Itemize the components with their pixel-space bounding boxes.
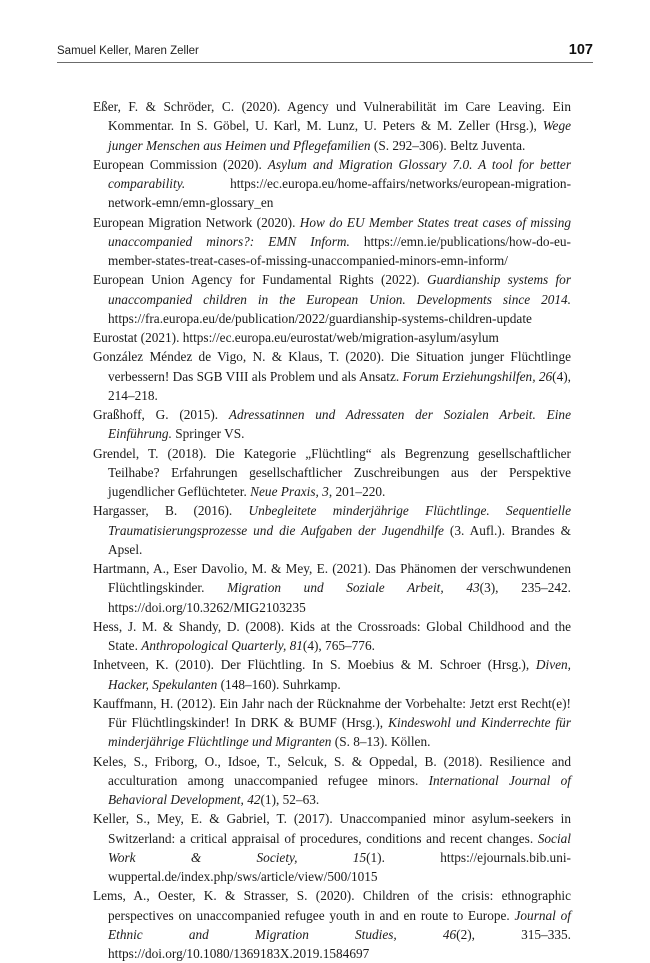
reference-title-italic: Kindeswohl und Kinderrechte für minderjährige Flüchtlinge und Migranten	[108, 715, 571, 750]
reference-entry	[93, 97, 571, 155]
reference-text: (148–160). Suhrkamp.	[217, 676, 341, 692]
reference-text: Inhetveen, K. (2010). Der Flüchtling. In S. Moebius & M. Schroer (Hrsg.),	[93, 657, 536, 673]
reference-text: Hess, J. M. & Shandy, D. (2008). Kids at the Crossroads: Global Childhood and the State.	[93, 618, 571, 653]
reference-title-italic: Wege junger Menschen aus Heimen und Pflegefamilien	[108, 118, 571, 153]
reference-entry	[93, 270, 571, 328]
reference-text: Graßhoff, G. (2015).	[93, 407, 229, 422]
reference-title-italic: Forum Erziehungshilfen, 26	[402, 368, 553, 384]
reference-text: (1), 52–63.	[260, 792, 320, 807]
reference-title-italic: Neue Praxis, 3	[250, 484, 329, 499]
reference-entry	[93, 809, 571, 886]
reference-text: (S. 8–13). Köllen.	[331, 734, 431, 750]
reference-text: (3), 235–242. https://doi.org/10.3262/MIG2103235	[108, 580, 571, 615]
reference-text: Eurostat (2021). https://ec.europa.eu/eurostat/web/migration-asylum/asylum	[93, 330, 499, 345]
reference-text: , 201–220.	[328, 484, 386, 499]
reference-entry	[93, 559, 571, 617]
reference-text: (3. Aufl.). Brandes & Apsel.	[108, 522, 572, 557]
reference-entry	[93, 655, 571, 694]
reference-text: Kauffmann, H. (2012). Ein Jahr nach der Rücknahme der Vorbehalte: Jetzt erst Recht(e)! Für Flüchtlingskinder! In DRK & BUMF (Hrsg.),	[93, 695, 571, 730]
reference-title-italic: Asylum and Migration Glossary 7.0. A tool for better comparability.	[108, 156, 572, 191]
reference-text: (S. 292–306). Beltz Juventa.	[370, 137, 526, 153]
reference-entry	[93, 328, 571, 347]
reference-text: (4), 214–218.	[108, 368, 571, 403]
reference-text: https://ec.europa.eu/home-affairs/networks/european-migration-network-emn/emn-glossary_en	[108, 176, 571, 211]
reference-text: Keles, S., Friborg, O., Idsoe, T., Selcuk, S. & Oppedal, B. (2018). Resilience and acculturation among unaccompanied refugee minors.	[93, 753, 571, 788]
reference-entry	[93, 405, 571, 444]
reference-text: Grendel, T. (2018). Die Kategorie „Flüchtling“ als Begrenzung gesellschaftlicher Teilhabe? Erfahrungen gesellschaftlicher Zuschreibungen aus der Perspektive jugendlicher Geflüchteter.	[93, 445, 571, 499]
reference-title-italic: Adressatinnen und Adressaten der Sozialen Arbeit. Eine Einführung.	[108, 407, 571, 442]
reference-entry	[93, 347, 571, 405]
reference-title-italic: Guardianship systems for unaccompanied children in the European Union. Developments since 2014.	[108, 272, 571, 307]
reference-title-italic: Social Work & Society, 15	[108, 830, 571, 865]
reference-text: European Commission (2020).	[93, 156, 268, 172]
running-header	[57, 36, 593, 63]
reference-text: Keller, S., Mey, E. & Gabriel, T. (2017). Unaccompanied minor asylum-seekers in Switzerland: a critical appraisal of procedures, conditions and recent changes.	[93, 811, 571, 846]
reference-title-italic: Unbegleitete minderjährige Flüchtlinge. Sequentielle Traumatisierungsprozesse und die Aufgaben der Jugendhilfe	[108, 503, 571, 538]
reference-text: Hartmann, A., Eser Davolio, M. & Mey, E. (2021). Das Phänomen der verschwundenen Flüchtlingskinder.	[93, 561, 571, 596]
reference-text: European Union Agency for Fundamental Rights (2022).	[93, 272, 427, 288]
reference-title-italic: Diven, Hacker, Spekulanten	[108, 657, 571, 692]
reference-title-italic: Journal of Ethnic and Migration Studies, 46	[108, 907, 571, 942]
reference-text: Lems, A., Oester, K. & Strasser, S. (2020). Children of the crisis: ethnographic perspectives on unaccompanied refugee youth in and en route to Europe.	[93, 888, 571, 923]
reference-entry	[93, 694, 571, 752]
reference-text: (2), 315–335. https://doi.org/10.1080/1369183X.2019.1584697	[108, 926, 571, 961]
reference-entry	[93, 213, 571, 271]
reference-text: https://fra.europa.eu/de/publication/2022/guardianship-systems-children-update	[108, 310, 532, 326]
page-number: 107	[568, 42, 593, 58]
reference-text: https://emn.ie/publications/how-do-eu-member-states-treat-cases-of-missing-unaccompanied-minors-emn-inform/	[108, 233, 571, 268]
reference-title-italic: Migration und Soziale Arbeit, 43	[227, 580, 480, 596]
reference-text: Hargasser, B. (2016).	[93, 503, 249, 519]
reference-entry	[93, 501, 571, 559]
reference-entry	[93, 444, 571, 502]
reference-entry	[93, 617, 571, 656]
reference-text: (1). https://ejournals.bib.uni-wuppertal.de/index.php/sws/article/view/500/1015	[108, 849, 571, 884]
reference-title-italic: How do EU Member States treat cases of missing unaccompanied minors?: EMN Inform.	[108, 214, 571, 249]
reference-text: (4), 765–776.	[302, 638, 375, 653]
header-authors: Samuel Keller, Maren Zeller	[57, 45, 199, 57]
reference-text: Springer VS.	[171, 426, 245, 442]
reference-title-italic: Anthropological Quarterly, 81	[141, 638, 303, 653]
reference-entry	[93, 752, 571, 810]
reference-text: Eßer, F. & Schröder, C. (2020). Agency und Vulnerabilität im Care Leaving. Ein Kommentar. In S. Göbel, U. Karl, M. Lunz, U. Peters & M. Zeller (Hrsg.),	[93, 99, 571, 134]
reference-entry	[93, 155, 571, 213]
reference-text: European Migration Network (2020).	[93, 214, 300, 230]
reference-text: González Méndez de Vigo, N. & Klaus, T. (2020). Die Situation junger Flüchtlinge verbessern! Das SGB VIII als Problem und als Ansatz.	[93, 349, 571, 384]
reference-title-italic: International Journal of Behavioral Development, 42	[108, 772, 572, 807]
reference-entry	[93, 886, 571, 963]
reference-list	[93, 97, 571, 963]
